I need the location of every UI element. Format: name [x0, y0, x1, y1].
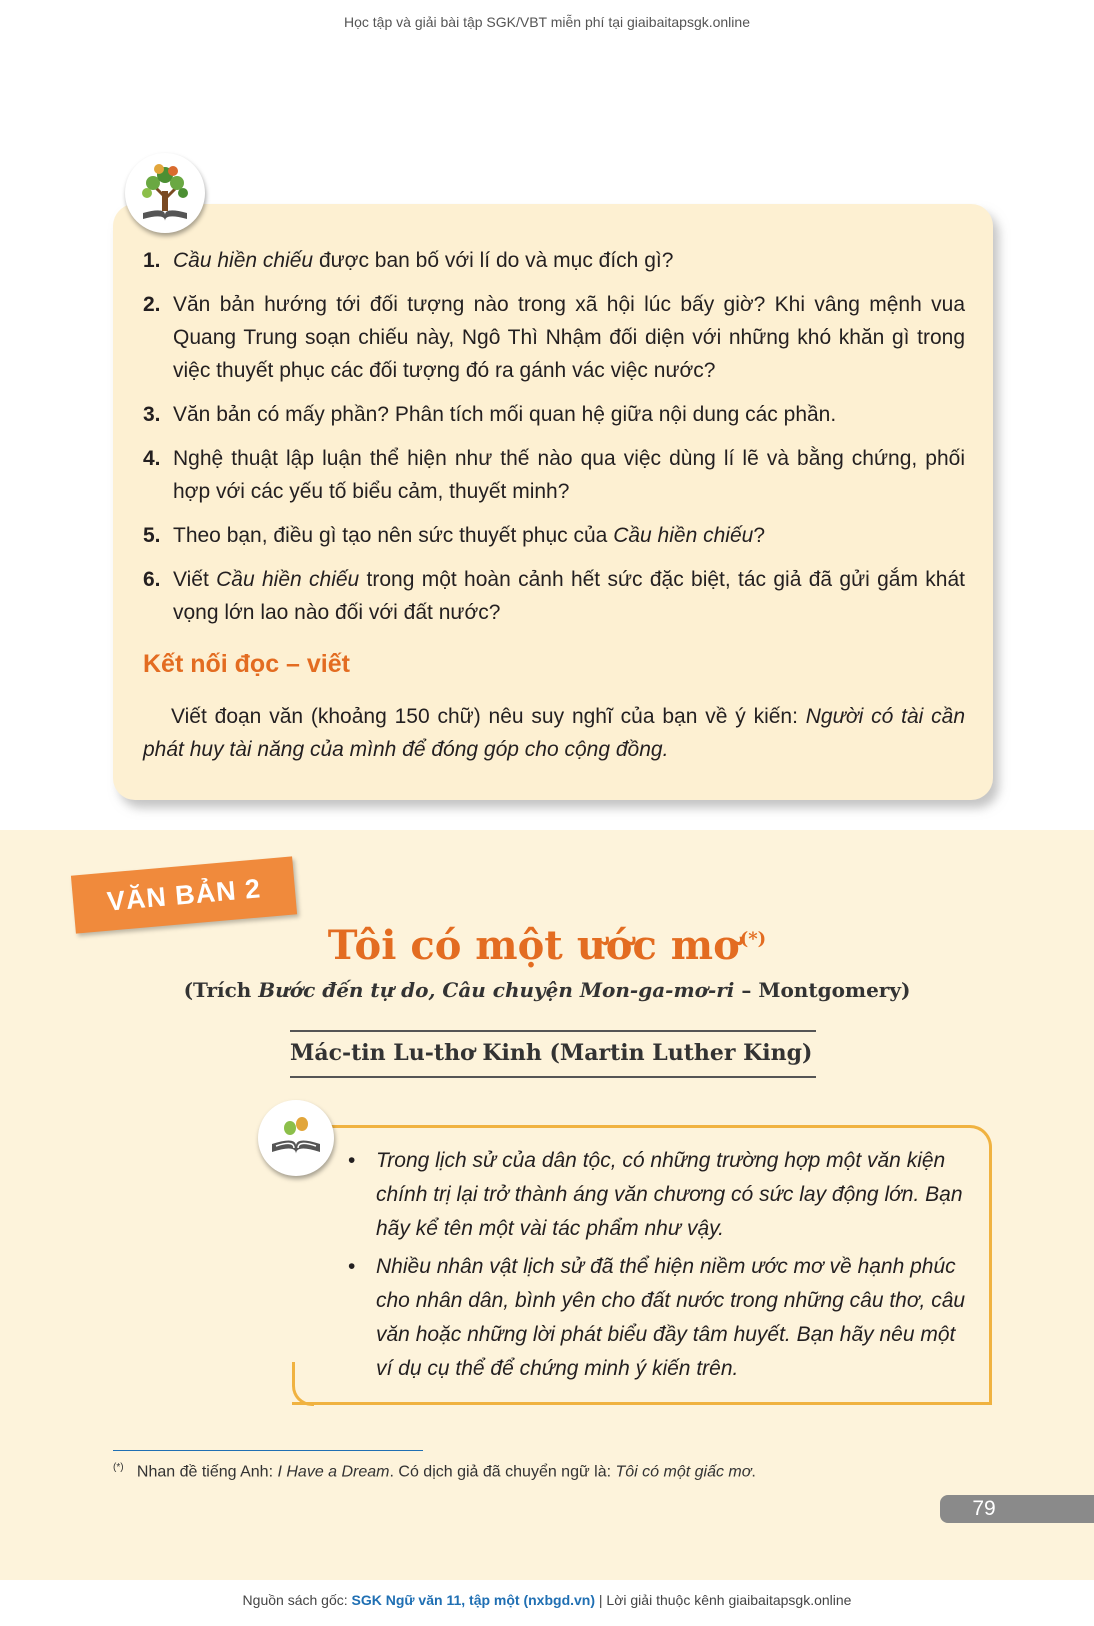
question-list: [143, 244, 965, 640]
footnote-rule: [113, 1450, 423, 1451]
excerpt-source: (Trích Bước đến tự do, Câu chuyện Mon-ga-mơ-ri – Montgomery): [183, 978, 911, 1002]
prompt-item: • Trong lịch sử của dân tộc, có những trường hợp một văn kiện chính trị lại trở thành áng văn chương có sức lay động lớn. Bạn hãy kể tên một vài tác phẩm như vậy.: [346, 1144, 972, 1246]
title-footnote-mark: (*): [739, 928, 767, 950]
text-title: Tôi có một ước mơ(*): [327, 922, 767, 969]
page-header: Học tập và giải bài tập SGK/VBT miễn phí tại giaibaitapsgk.online: [344, 14, 750, 30]
footnote: (*) Nhan đề tiếng Anh: I Have a Dream. Có dịch giả đã chuyển ngữ là: Tôi có một giấc mơ.: [113, 1462, 756, 1481]
question-item: 1. Cầu hiền chiếu được ban bố với lí do và mục đích gì?: [143, 249, 674, 272]
page-number: 79: [972, 1497, 996, 1520]
open-book-seeds-icon: [258, 1100, 334, 1176]
question-item: 3. Văn bản có mấy phần? Phân tích mối quan hệ giữa nội dung các phần.: [143, 403, 837, 426]
author-rule-bottom: [290, 1076, 816, 1078]
connect-heading: Kết nối đọc – viết: [143, 650, 350, 678]
page-footer: Nguồn sách gốc: SGK Ngữ văn 11, tập một (nxbgd.vn) | Lời giải thuộc kênh giaibaitapsgk.online: [242, 1592, 852, 1608]
prereading-prompts: [346, 1144, 972, 1390]
source-link[interactable]: SGK Ngữ văn 11, tập một (nxbgd.vn): [351, 1592, 596, 1608]
question-item: 5. Theo bạn, điều gì tạo nên sức thuyết phục của Cầu hiền chiếu?: [143, 524, 765, 547]
question-item: 6. Viết Cầu hiền chiếu trong một hoàn cảnh hết sức đặc biệt, tác giả đã gửi gắm khát vọng lớn lao nào đối với đất nước?: [143, 568, 965, 624]
question-item: 4. Nghệ thuật lập luận thể hiện như thế nào qua việc dùng lí lẽ và bằng chứng, phối hợp với các yếu tố biểu cảm, thuyết minh?: [143, 447, 965, 503]
connect-body: Viết đoạn văn (khoảng 150 chữ) nêu suy nghĩ của bạn về ý kiến: Người có tài cần phát huy tài năng của mình để đóng góp cho cộng đồng.: [143, 705, 966, 761]
author-name: Mác-tin Lu-thơ Kinh (Martin Luther King): [290, 1040, 813, 1066]
tree-book-icon: [125, 153, 205, 233]
text-number-tag: VĂN BẢN 2: [71, 856, 297, 933]
page-number-tab: [940, 1495, 1094, 1523]
question-item: 2. Văn bản hướng tới đối tượng nào trong xã hội lúc bấy giờ? Khi vâng mệnh vua Quang Trung soạn chiếu này, Ngô Thì Nhậm đối diện với những khó khăn gì trong việc thuyết phục các đối tượng đó ra gánh vác việc nước?: [143, 293, 965, 382]
author-rule-top: [290, 1030, 816, 1032]
prompt-item: • Nhiều nhân vật lịch sử đã thể hiện niềm ước mơ về hạnh phúc cho nhân dân, bình yên cho đất nước trong những câu thơ, câu văn hoặc những lời phát biểu đầy tâm huyết. Bạn hãy nêu một ví dụ cụ thể để chứng minh ý kiến trên.: [346, 1250, 972, 1386]
